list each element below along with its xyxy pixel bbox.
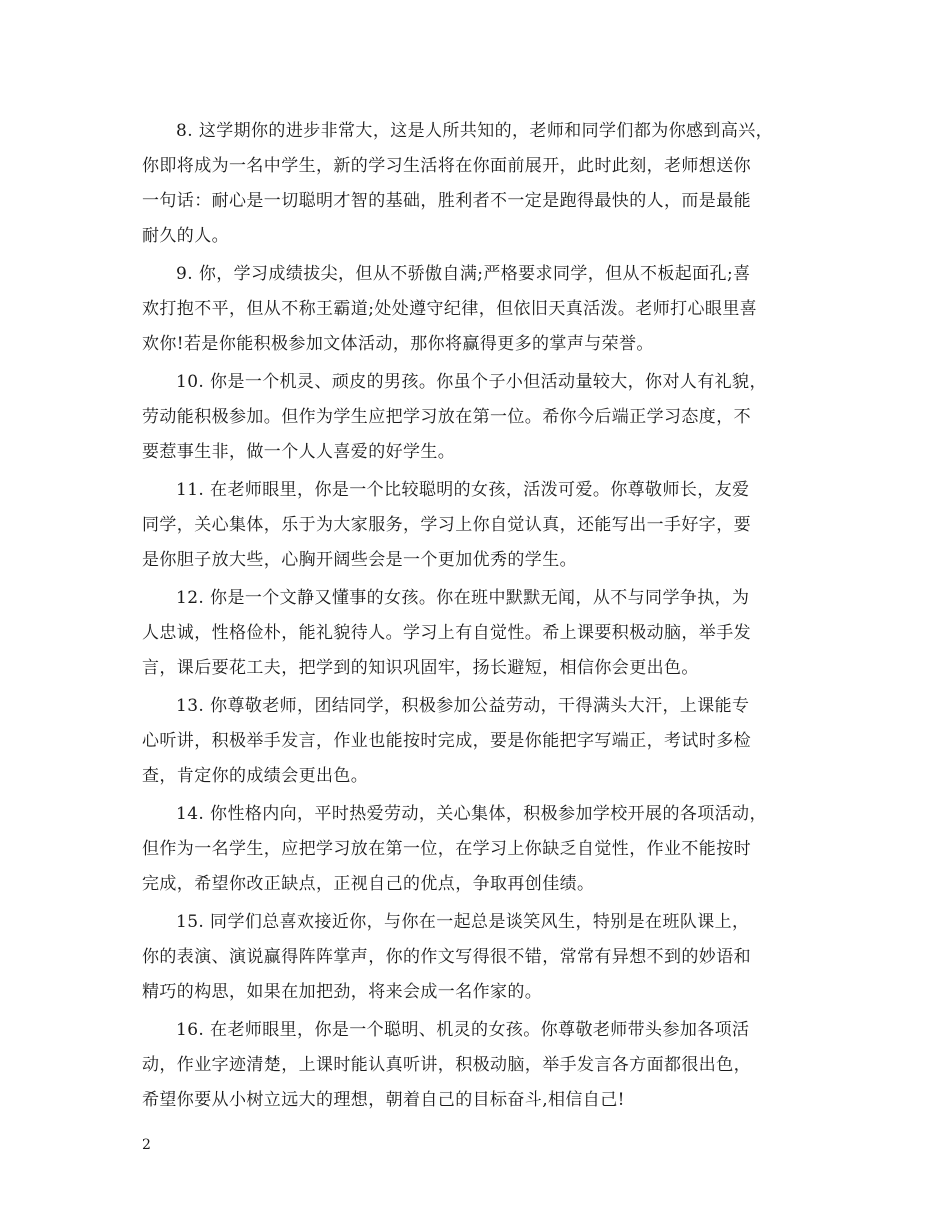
- paragraph-line: 精巧的构思，如果在加把劲，将来会成一名作家的。: [142, 982, 543, 1002]
- paragraph: [142, 905, 810, 1010]
- paragraph: [142, 257, 810, 362]
- paragraph-line: 动，作业字迹清楚，上课时能认真听讲，积极动脑，举手发言各方面都很出色，: [142, 1055, 751, 1075]
- paragraph-line: 但作为一名学生，应把学习放在第一位，在学习上你缺乏自觉性，作业不能按时: [142, 839, 751, 859]
- paragraph: [142, 797, 810, 902]
- paragraph-line: 言，课后要花工夫，把学到的知识巩固牢，扬长避短，相信你会更出色。: [142, 658, 699, 678]
- paragraph-line: 你即将成为一名中学生，新的学习生活将在你面前展开，此时此刻，老师想送你: [142, 156, 751, 176]
- paragraph: [142, 114, 810, 254]
- paragraph-line: 12. 你是一个文静又懂事的女孩。你在班中默默无闻，从不与同学争执，为: [176, 588, 750, 608]
- paragraph-line: 9. 你，学习成绩拔尖，但从不骄傲自满;严格要求同学，但从不板起面孔;喜: [176, 264, 751, 284]
- paragraph: [142, 581, 810, 686]
- paragraph-line: 16. 在老师眼里，你是一个聪明、机灵的女孩。你尊敬老师带头参加各项活: [176, 1020, 750, 1040]
- paragraph-line: 心听讲，积极举手发言，作业也能按时完成，要是你能把字写端正，考试时多检: [142, 731, 751, 751]
- paragraph-line: 是你胆子放大些，心胸开阔些会是一个更加优秀的学生。: [142, 550, 577, 570]
- paragraph-line: 一句话：耐心是一切聪明才智的基础，胜利者不一定是跑得最快的人，而是最能: [142, 191, 751, 211]
- paragraph-line: 人忠诚，性格俭朴，能礼貌待人。学习上有自觉性。希上课要积极动脑，举手发: [142, 623, 751, 643]
- paragraph-line: 10. 你是一个机灵、顽皮的男孩。你虽个子小但活动量较大，你对人有礼貌，: [176, 372, 767, 392]
- paragraph: [142, 689, 810, 794]
- paragraph-line: 完成，希望你改正缺点，正视自己的优点，争取再创佳绩。: [142, 874, 595, 894]
- paragraph: [142, 365, 810, 470]
- paragraph-line: 劳动能积极参加。但作为学生应把学习放在第一位。希你今后端正学习态度，不: [142, 407, 751, 427]
- paragraph-line: 欢你!若是你能积极参加文体活动，那你将赢得更多的掌声与荣誉。: [142, 334, 654, 354]
- document-body: [142, 114, 810, 1121]
- paragraph-line: 耐久的人。: [142, 226, 229, 246]
- paragraph-line: 查，肯定你的成绩会更出色。: [142, 766, 369, 786]
- paragraph-line: 要惹事生非，做一个人人喜爱的好学生。: [142, 442, 456, 462]
- paragraph-line: 15. 同学们总喜欢接近你，与你在一起总是谈笑风生，特别是在班队课上，: [176, 912, 750, 932]
- paragraph-line: 希望你要从小树立远大的理想，朝着自己的目标奋斗,相信自己!: [142, 1090, 625, 1110]
- page-number: 2: [142, 1137, 151, 1153]
- paragraph-line: 8. 这学期你的进步非常大，这是人所共知的，老师和同学们都为你感到高兴，: [176, 121, 774, 141]
- paragraph-line: 13. 你尊敬老师，团结同学，积极参加公益劳动，干得满头大汗，上课能专: [176, 696, 750, 716]
- paragraph-line: 欢打抱不平，但从不称王霸道;处处遵守纪律，但依旧天真活泼。老师打心眼里喜: [142, 299, 758, 319]
- paragraph: [142, 1013, 810, 1118]
- paragraph-line: 同学，关心集体，乐于为大家服务，学习上你自觉认真，还能写出一手好字，要: [142, 515, 751, 535]
- paragraph: [142, 473, 810, 578]
- paragraph-line: 14. 你性格内向，平时热爱劳动，关心集体，积极参加学校开展的各项活动，: [176, 804, 767, 824]
- paragraph-line: 11. 在老师眼里，你是一个比较聪明的女孩，活泼可爱。你尊敬师长，友爱: [176, 480, 750, 500]
- paragraph-line: 你的表演、演说赢得阵阵掌声，你的作文写得很不错，常常有异想不到的妙语和: [142, 947, 751, 967]
